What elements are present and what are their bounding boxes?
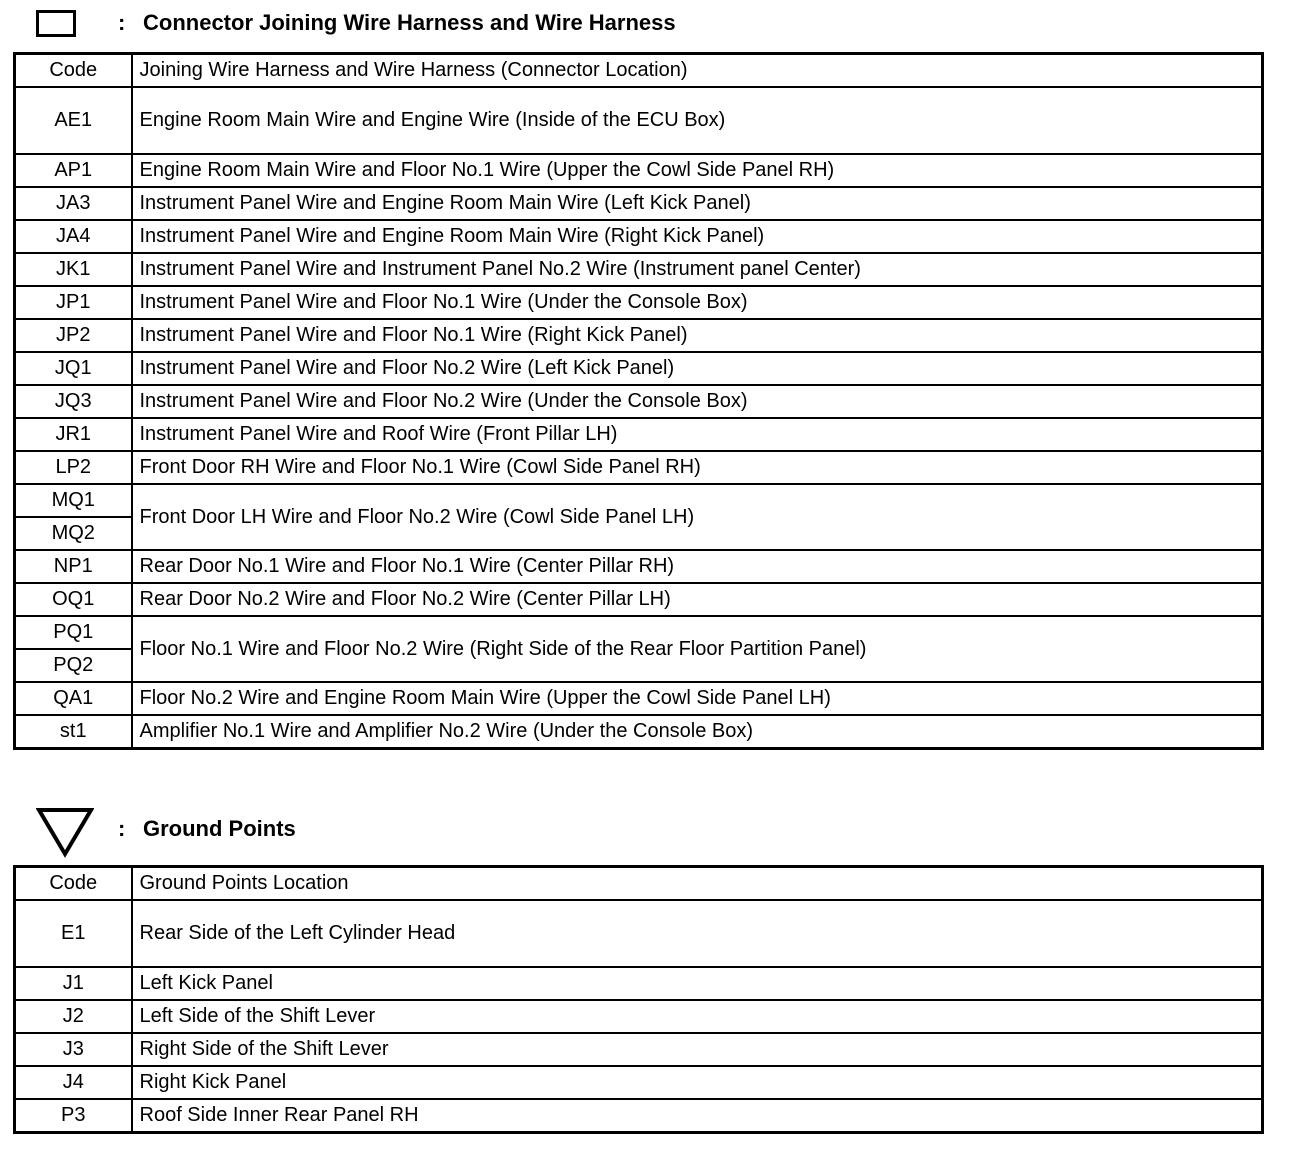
code-cell: LP2 [15,451,132,484]
code-cell: JA4 [15,220,132,253]
table-row [15,187,1263,220]
location-cell: Instrument Panel Wire and Engine Room Main Wire (Right Kick Panel) [132,220,1263,253]
location-cell: Front Door RH Wire and Floor No.1 Wire (Cowl Side Panel RH) [132,451,1263,484]
code-cell: E1 [15,900,132,967]
code-cell: PQ1 [15,616,132,649]
location-cell: Engine Room Main Wire and Engine Wire (Inside of the ECU Box) [132,87,1263,154]
table-row [15,418,1263,451]
code-cell: JK1 [15,253,132,286]
location-cell: Instrument Panel Wire and Floor No.2 Wire (Under the Console Box) [132,385,1263,418]
code-cell: JQ3 [15,385,132,418]
table-row [15,583,1263,616]
table-row [15,682,1263,715]
table-row [15,1033,1263,1066]
location-cell: Right Side of the Shift Lever [132,1033,1263,1066]
table-row [15,484,1263,517]
table-row [15,319,1263,352]
table-row [15,1099,1263,1133]
triangle-down-icon [36,806,94,858]
location-cell: Rear Door No.1 Wire and Floor No.1 Wire (Center Pillar RH) [132,550,1263,583]
ground-points-table [13,865,1264,1134]
code-cell: J3 [15,1033,132,1066]
location-cell: Engine Room Main Wire and Floor No.1 Wire (Upper the Cowl Side Panel RH) [132,154,1263,187]
table-header-row [15,54,1263,88]
header-location-cell: Joining Wire Harness and Wire Harness (Connector Location) [132,54,1263,88]
header-code-cell: Code [15,54,132,88]
header-code-cell: Code [15,867,132,901]
code-cell: J2 [15,1000,132,1033]
code-cell: JQ1 [15,352,132,385]
code-cell: JA3 [15,187,132,220]
table-row [15,451,1263,484]
code-cell: JP1 [15,286,132,319]
location-cell: Instrument Panel Wire and Floor No.1 Wire (Under the Console Box) [132,286,1263,319]
location-cell: Instrument Panel Wire and Engine Room Main Wire (Left Kick Panel) [132,187,1263,220]
connector-table [13,52,1264,750]
ground-section-colon: : [118,816,126,841]
location-cell: Floor No.1 Wire and Floor No.2 Wire (Right Side of the Rear Floor Partition Panel) [132,616,1263,682]
code-cell: st1 [15,715,132,749]
location-cell: Instrument Panel Wire and Floor No.2 Wire (Left Kick Panel) [132,352,1263,385]
code-cell: MQ1 [15,484,132,517]
code-cell: NP1 [15,550,132,583]
table-row [15,87,1263,154]
table-row [15,154,1263,187]
table-row [15,220,1263,253]
location-cell: Instrument Panel Wire and Floor No.1 Wire (Right Kick Panel) [132,319,1263,352]
location-cell: Front Door LH Wire and Floor No.2 Wire (Cowl Side Panel LH) [132,484,1263,550]
code-cell: MQ2 [15,517,132,550]
location-cell: Roof Side Inner Rear Panel RH [132,1099,1263,1133]
code-cell: QA1 [15,682,132,715]
code-cell: JP2 [15,319,132,352]
table-row [15,1066,1263,1099]
table-header-row [15,867,1263,901]
code-cell: AP1 [15,154,132,187]
table-row [15,550,1263,583]
connector-section-colon: : [118,10,126,35]
table-row [15,1000,1263,1033]
code-cell: J4 [15,1066,132,1099]
header-location-cell: Ground Points Location [132,867,1263,901]
location-cell: Right Kick Panel [132,1066,1263,1099]
table-row [15,967,1263,1000]
table-row [15,715,1263,749]
ground-section-title: Ground Points [143,816,296,841]
location-cell: Instrument Panel Wire and Roof Wire (Front Pillar LH) [132,418,1263,451]
location-cell: Rear Door No.2 Wire and Floor No.2 Wire (Center Pillar LH) [132,583,1263,616]
rectangle-icon [36,10,76,37]
connector-section-title: Connector Joining Wire Harness and Wire Harness [143,10,676,35]
code-cell: P3 [15,1099,132,1133]
table-row [15,616,1263,649]
location-cell: Floor No.2 Wire and Engine Room Main Wire (Upper the Cowl Side Panel LH) [132,682,1263,715]
location-cell: Instrument Panel Wire and Instrument Panel No.2 Wire (Instrument panel Center) [132,253,1263,286]
code-cell: J1 [15,967,132,1000]
location-cell: Left Kick Panel [132,967,1263,1000]
table-row [15,253,1263,286]
code-cell: AE1 [15,87,132,154]
table-row [15,286,1263,319]
location-cell: Amplifier No.1 Wire and Amplifier No.2 Wire (Under the Console Box) [132,715,1263,749]
code-cell: JR1 [15,418,132,451]
table-row [15,352,1263,385]
code-cell: PQ2 [15,649,132,682]
location-cell: Rear Side of the Left Cylinder Head [132,900,1263,967]
table-row [15,385,1263,418]
code-cell: OQ1 [15,583,132,616]
table-row [15,900,1263,967]
location-cell: Left Side of the Shift Lever [132,1000,1263,1033]
